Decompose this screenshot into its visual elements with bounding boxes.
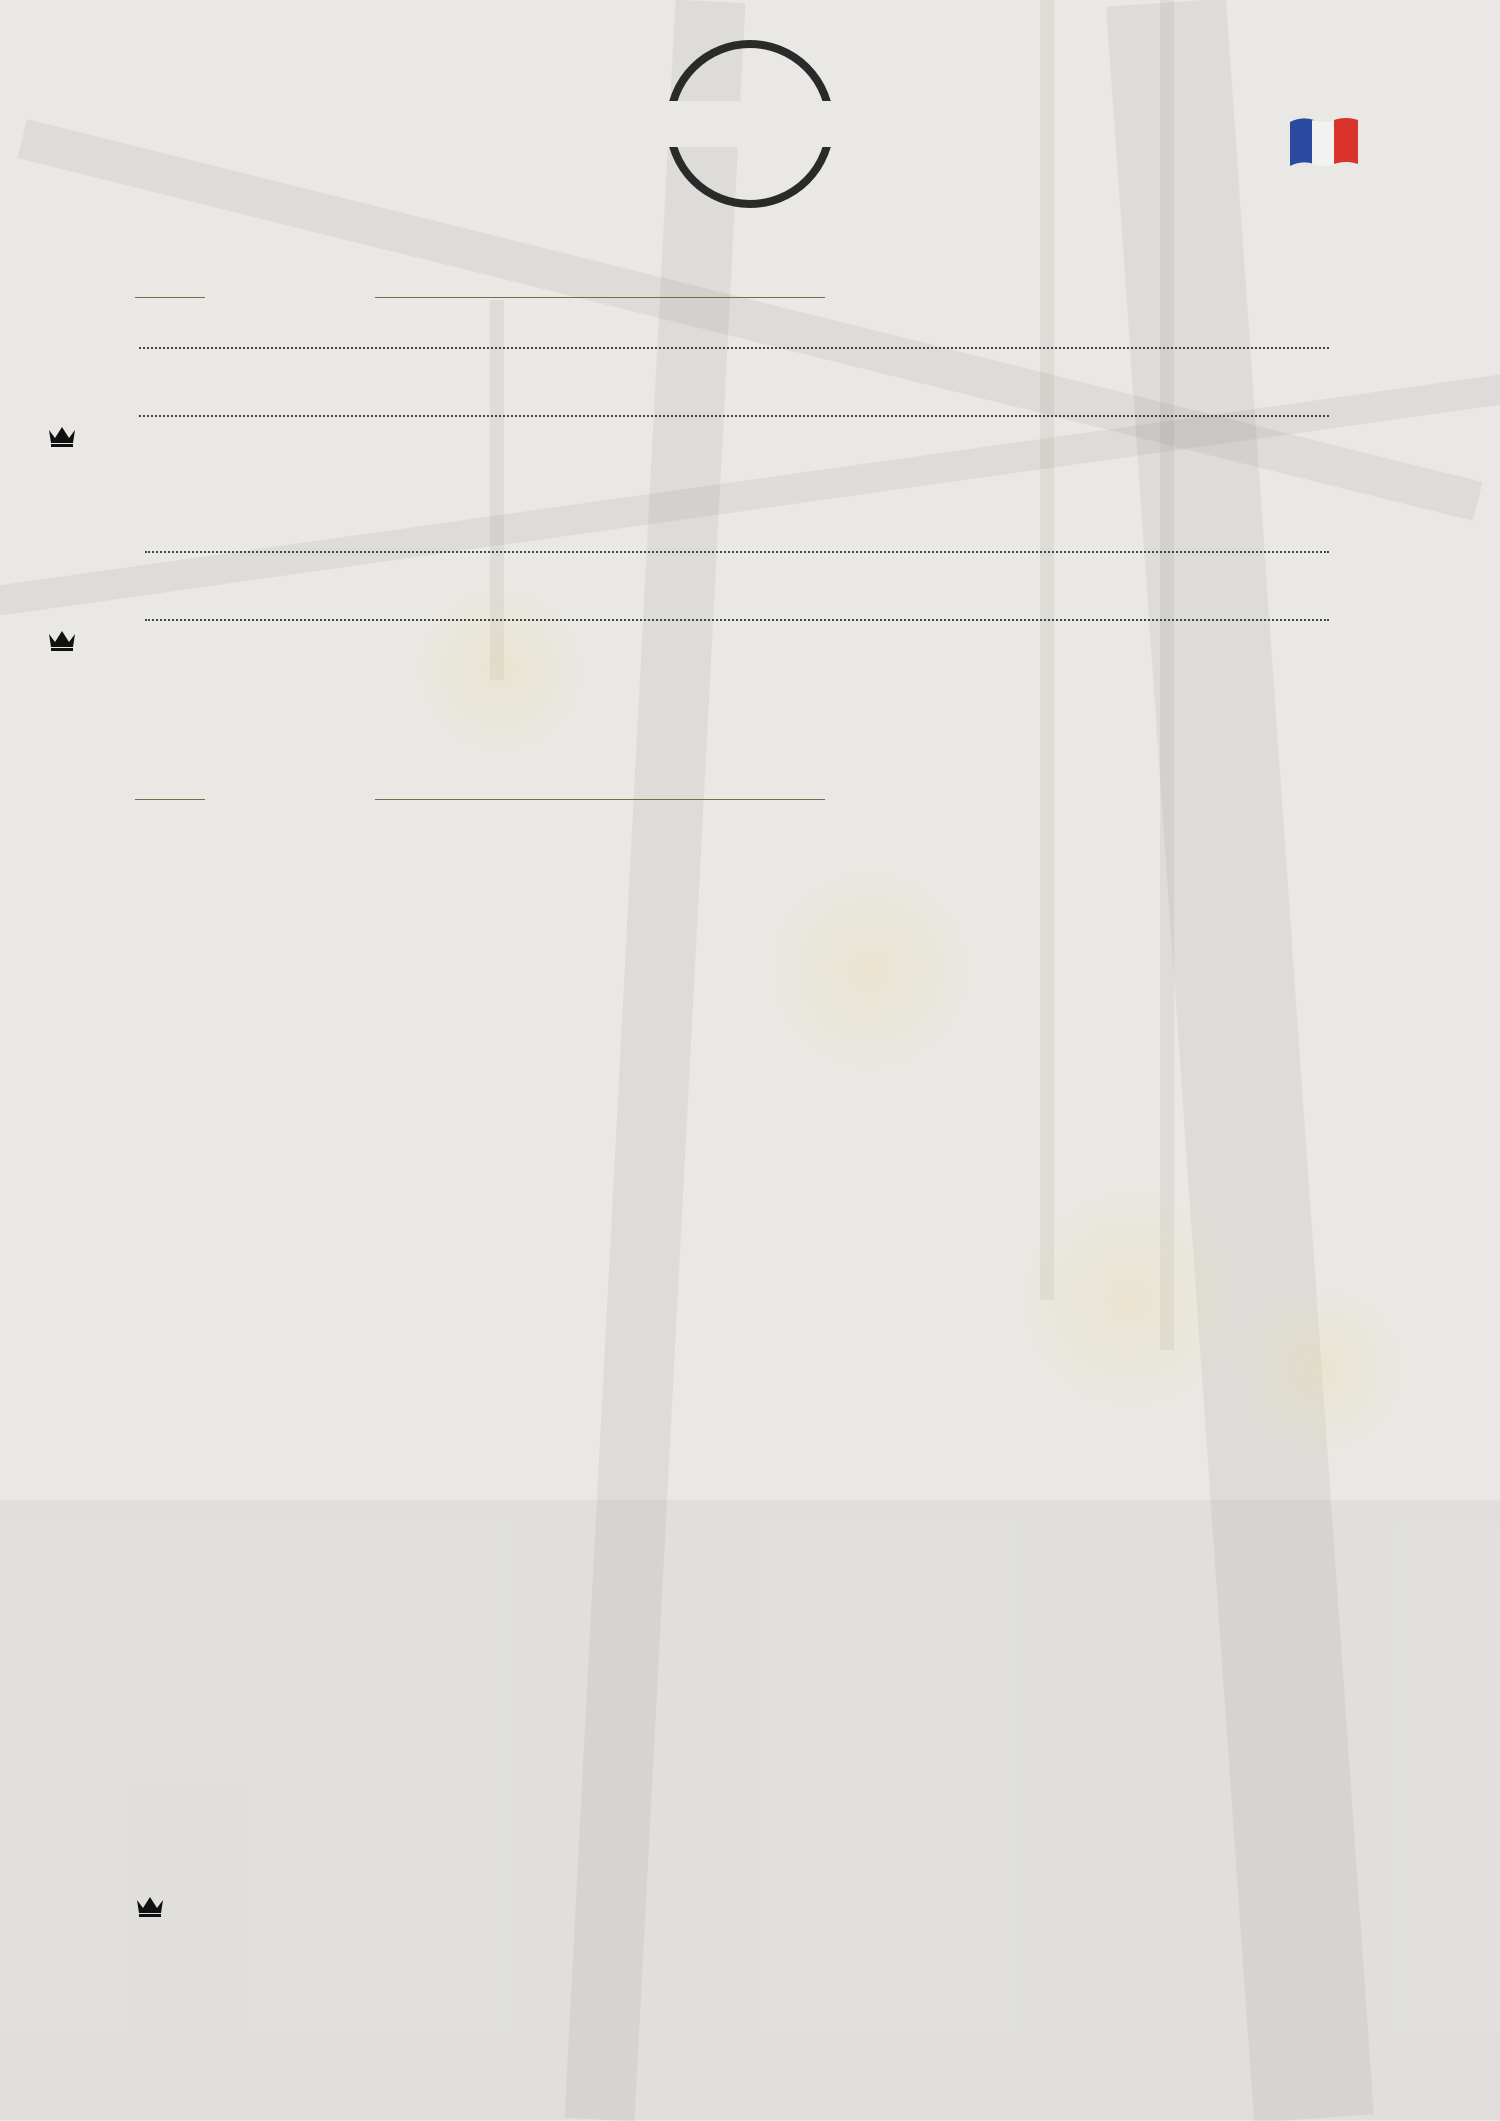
allergen-legend [170,1990,1340,2080]
crown-icon [135,1894,165,1918]
menu-item-31 [40,484,1340,594]
restaurant-logo [645,38,855,210]
france-flag-icon[interactable] [1288,116,1360,168]
menu-item-30 [40,416,1340,456]
crown-icon [47,628,77,652]
menu-item-32 [40,620,1340,660]
section-header-viandes [135,752,835,812]
menu-item-29 [40,348,1340,388]
section-header-salades [135,250,835,310]
crown-icon [47,424,77,448]
